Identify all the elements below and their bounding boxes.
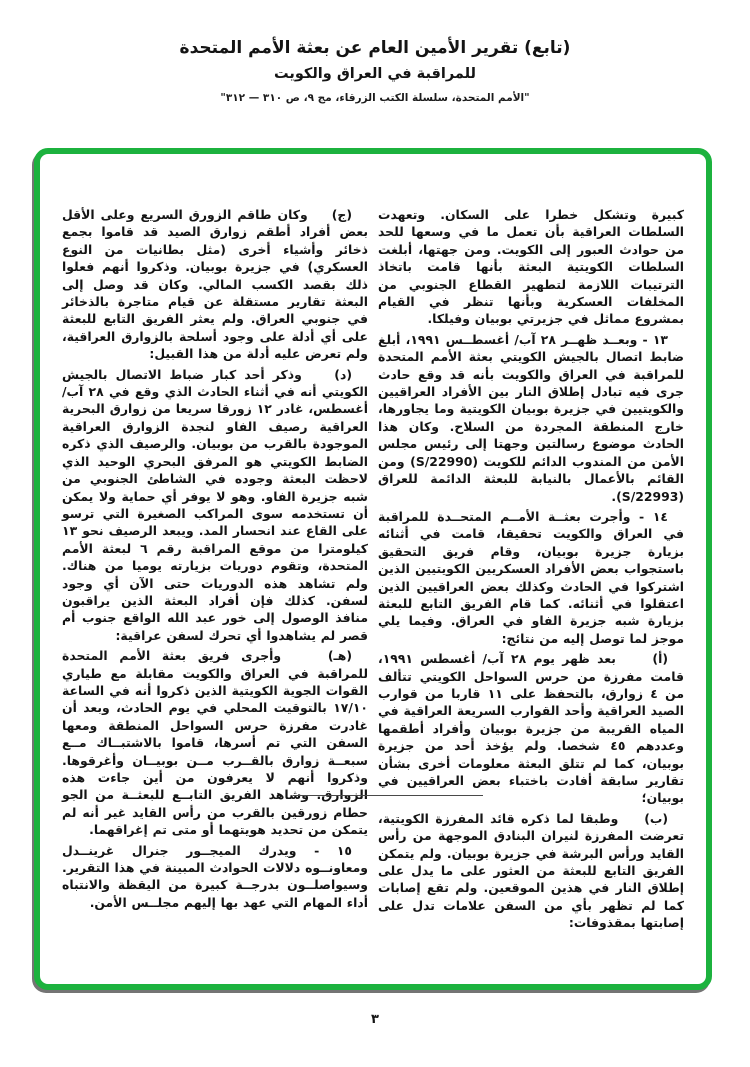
paragraph-item-ha: (هـ) وأجرى فريق بعثة الأمم المتحدة للمراقبة في العراق والكويت مقابلة مع طياري القوات الجوية الكويتية الذين ذكروا أنه في الساعة ١٧/١٠ بالتوقيت المحلي في يوم الحادث، وبعد أن غادرت مفرزة حرس السواحل المنطقة ومعها السفن التي تم أسرها، قاموا بالاشتبــاك مــع سبعــة زوارق بالقــرب مــن بوبيــان وأغرقوها. وذكروا أنهم لا يعرفون من أين جاءت هذه الزوارق. وشاهد الفريق التابــع للبعثــة من الجو حطام زورقين بالقرب من رأس القايد غير أنه لم يتمكن من تحديد هويتهما أو متى تم إغراقهما. <box>62 648 368 838</box>
footnote-separator-rule <box>293 795 483 796</box>
text-column-left <box>62 206 368 935</box>
header-title-line2: للمراقبة في العراق والكويت <box>274 66 476 83</box>
green-border-frame <box>34 148 712 990</box>
paragraph-15: ١٥ - ويدرك الميجــور جنرال غرينــدل ومعاونــوه دلالات الحوادث المبينة في هذا التقرير. وسيواصلــون بدرجــة كبيرة من اليقظة والانتباه أداء المهام التي عهد بها إليهم مجلــس الأمن. <box>62 842 368 910</box>
paragraph-14: ١٤ - وأجرت بعثــة الأمــم المتحــدة للمراقبة في العراق والكويت تحقيقا، قامت في أثنائه بزيارة جزيرة بوبيان، وقام فريق التحقيق باستجواب بعض الأفراد العسكريين الكويتيين الذين اشتركوا في الحادث وكذلك بعض العراقيين الذين اعتقلوا في أثنائه. كما قام الفريق التابع للبعثة بزيارة شبه جزيرة الفاو في العراق. وفيما يلي موجز لما توصل إليه من نتائج: <box>378 508 684 646</box>
text-column-right <box>378 206 684 935</box>
header-title-line1: (تابع) تقرير الأمين العام عن بعثة الأمم المتحدة <box>179 38 571 58</box>
paragraph-13: ١٣ - وبعــد ظهــر ٢٨ آب/ أغسطــس ١٩٩١، أبلغ ضابط اتصال بالجيش الكويتي بعثة الأمم المتحدة للمراقبة في العراق والكويت بأنه قد وقع حادث جرى فيه تبادل إطلاق النار بين الأفراد العراقيين والكويتيين في جزيرة بوبيان الكويتية وما يجاورها، خارج المنطقة المجردة من السلاح. وكان هذا الحادث موضوع رسالتين وجهتا إلى رئيس مجلس الأمن من المندوب الدائم للكويت (S/22990) ومن القائم بالأعمال بالنيابة للبعثة الدائمة للعراق (S/22993). <box>378 331 684 504</box>
document-header <box>0 38 750 104</box>
two-column-text-block <box>62 206 684 935</box>
paragraph-continuation: كبيرة وتشكل خطرا على السكان. وتعهدت السلطات العراقية بأن تعمل ما في وسعها للحد من حوادث العبور إلى الكويت. ومن جهتها، أبلغت السلطات الكويتية البعثة بأنها قامت باتخاذ الترتيبات اللازمة لتطهير القطاع الجنوبي من المخلفات العسكرية وبأنها تنظر في القيام بمشروع مماثل في جزيرتي بوبيان وفيلكا. <box>378 207 684 327</box>
paragraph-item-jim: (ج) وكان طاقم الزورق السريع وعلى الأقل بعض أفراد أطقم زوارق الصيد قد قاموا بجمع ذخائر وأشياء أخرى (مثل بطانيات من النوع العسكري) في جزيرة بوبيان. وذكروا أنهم فعلوا ذلك بقصد الكسب المالي. وكان قد وصل إلى البعثة تقارير مستقلة عن قيام متاجرة بالذخائر في جنوبي العراق. ولم يعثر الفريق التابع للبعثة على أي أدلة على وجود أسلحة بالزوارق العراقية، ولم تعرض عليه أدلة من هذا القبيل: <box>62 207 368 362</box>
paragraph-item-alef: (أ) بعد ظهر يوم ٢٨ آب/ أغسطس ١٩٩١، قامت مفرزة من حرس السواحل الكويتي تتألف من ٤ زوارق، بالتحفظ على ١١ قاربا من قوارب الصيد العراقية وأحد القوارب السريعة العراقية في المياه القريبة من جزيرة بوبيان وأفراد أطقمها وعددهم ٤٥ شخصا. ولم يؤخذ أحد من جزيرة بوبيان، كما لم تتلق البعثة معلومات أخرى بشأن تقارير سابقة أفادت باختباء بعض العراقيين في بوبيان؛ <box>378 651 684 806</box>
paragraph-item-dal: (د) وذكر أحد كبار ضباط الاتصال بالجيش الكويتي أنه في أثناء الحادث الذي وقع في ٢٨ آب/ أغسطس، غادر ١٢ زورقا سريعا من زوارق البحرية العراقية رصيف الفاو لنجدة الزوارق العراقية الموجودة بالقرب من بوبيان. والرصيف الذي ذكره الضابط الكويتي هو المرفق البحري الوحيد الذي لاحظت البعثة وجوده في الشاطئ الجنوبي من شبه جزيرة الفاو. وهو لا يوفر أي حماية ولا يمكن أن تستخدمه سوى المراكب الصغيرة التي ترسو على القاع عند انحسار المد. ويبعد الرصيف نحو ١٣ كيلومترا من موقع المراقبة رقم ٦ لبعثة الأمم المتحدة، وتقوم دوريات بزيارته يوميا من هناك. ولم تشاهد هذه الدوريات حتى الآن أي وجود لسفن. كذلك فإن أفراد البعثة الذين يراقبون منافذ الوصول إلى خور عبد الله الواقع جنوب أم قصر لم يشاهدوا أي تحرك لسفن عراقية: <box>62 366 369 643</box>
paragraph-item-ba: (ب) وطبقا لما ذكره قائد المفرزة الكويتية، تعرضت المفرزة لنيران البنادق الموجهة من رأس القايد ورأس البرشة في جزيرة بوبيان. ولم يتمكن الفريق التابع للبعثة من العثور على ما يدل على إطلاق النار في هذين الموقعين. ولم تقع إصابات كما لم تظهر بأي من السفن علامات تدل على إصابتها بمقذوفات: <box>378 810 684 931</box>
page-number: ٣ <box>371 1012 379 1027</box>
header-source-line: "الأمم المتحدة، سلسلة الكتب الزرقاء، مج ٩، ص ٣١٠ — ٣١٢" <box>220 92 530 105</box>
